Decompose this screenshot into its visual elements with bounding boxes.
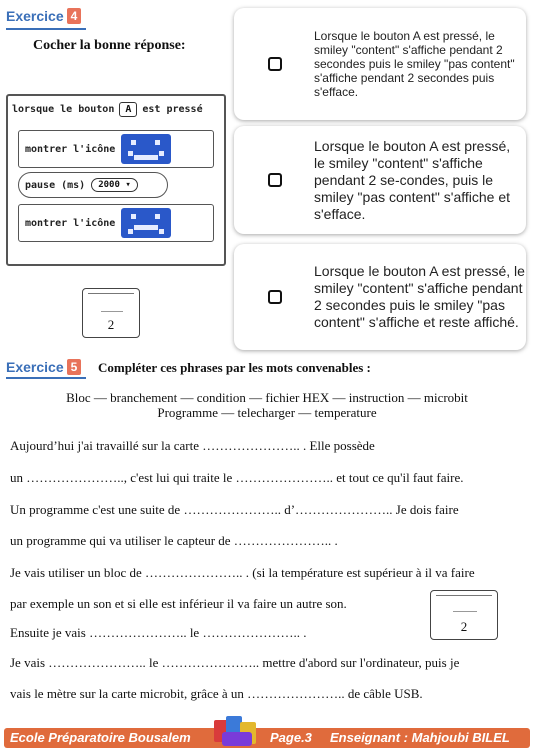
- word-bank-line-1: Bloc — branchement — condition — fichier HEX — instruction — microbit: [66, 390, 468, 405]
- answer-option-1[interactable]: [234, 8, 526, 120]
- chevron-down-icon: ▾: [125, 180, 131, 190]
- event-label-end: est pressé: [142, 104, 203, 115]
- button-selector[interactable]: A: [119, 102, 137, 117]
- sentence-line: Ensuite je vais ………………….. le ………………….. .: [10, 625, 307, 640]
- answer-text: Lorsque le bouton A est pressé, le smiley "content" s'affiche pendant 2 secondes puis le smiley "pas content" s'affiche pendant 2 secondes puis s'efface.: [314, 29, 515, 99]
- footer-school: Ecole Préparatoire Bousalem: [10, 730, 191, 745]
- points-scroll: [430, 590, 498, 640]
- sentence-line: Je vais utiliser un bloc de ………………….. . (si la température est supérieur à il va faire: [10, 565, 475, 580]
- sentence-line: par exemple un son et si elle est inférieur il va faire un autre son.: [10, 596, 347, 611]
- points-scroll: [82, 288, 140, 338]
- sentence-line: un programme qui va utiliser le capteur de ………………….. .: [10, 533, 338, 548]
- instruction: Cocher la bonne réponse:: [33, 38, 186, 53]
- exercise-number-badge: 5: [67, 359, 82, 375]
- answer-checkbox-1[interactable]: [268, 57, 282, 71]
- pause-value: 2000: [98, 180, 120, 190]
- show-icon-label: montrer l'icône: [25, 217, 116, 229]
- word-bank-line-2: Programme — telecharger — temperature: [157, 405, 377, 420]
- pause-block: [18, 172, 168, 198]
- footer-teacher: Enseignant : Mahjoubi BILEL: [330, 730, 510, 745]
- footer-page: Page.3: [270, 730, 312, 745]
- school-logo: [212, 712, 260, 748]
- exercise-5-title: Exercice 5: [6, 359, 81, 375]
- event-label: lorsque le bouton: [12, 104, 115, 115]
- sad-icon: [121, 208, 171, 238]
- show-icon-label: montrer l'icône: [25, 143, 116, 155]
- answer-option-3[interactable]: [234, 244, 526, 350]
- show-icon-block-2: [18, 204, 214, 242]
- event-header: [12, 102, 203, 117]
- points-value: 2: [460, 619, 468, 634]
- sentence-line: Je vais ………………….. le ………………….. mettre d'abord sur l'ordinateur, puis je: [10, 655, 460, 670]
- sentence-line: Aujourd’hui j'ai travaillé sur la carte ………………….. . Elle possède: [10, 438, 375, 453]
- answer-checkbox-3[interactable]: [268, 290, 282, 304]
- pause-label: pause (ms): [25, 179, 86, 191]
- code-block: [6, 94, 226, 266]
- footer-bar: [4, 728, 530, 748]
- happy-icon: [121, 134, 171, 164]
- show-icon-block-1: [18, 130, 214, 168]
- exercise-4-title: Exercice 4: [6, 8, 81, 24]
- title-underline: [6, 377, 86, 379]
- sentence-line: Un programme c'est une suite de ………………….. d’………………….. Je dois faire: [10, 502, 459, 517]
- sentence-line: un ………………….., c'est lui qui traite le ………………….. et tout ce qu'il faut faire.: [10, 470, 464, 485]
- exercise-number-badge: 4: [67, 8, 82, 24]
- answer-text: Lorsque le bouton A est pressé, le smiley "content" s'affiche pendant 2 se-condes, puis le smiley "pas content" s'affiche et s'efface.: [314, 137, 511, 222]
- pause-value-dropdown[interactable]: [91, 178, 138, 192]
- sentence-line: vais le mètre sur la carte microbit, grâce à un ………………….. de câble USB.: [10, 686, 423, 701]
- instruction: Compléter ces phrases par les mots convenables :: [98, 360, 371, 375]
- title-underline: [6, 28, 86, 30]
- answer-checkbox-2[interactable]: [268, 173, 282, 187]
- answer-option-2[interactable]: [234, 126, 526, 234]
- answer-text: Lorsque le bouton A est pressé, le smiley "content" s'affiche pendant 2 secondes puis le smiley "pas content" s'affiche et reste affiché.: [314, 263, 525, 330]
- points-value: 2: [107, 317, 115, 332]
